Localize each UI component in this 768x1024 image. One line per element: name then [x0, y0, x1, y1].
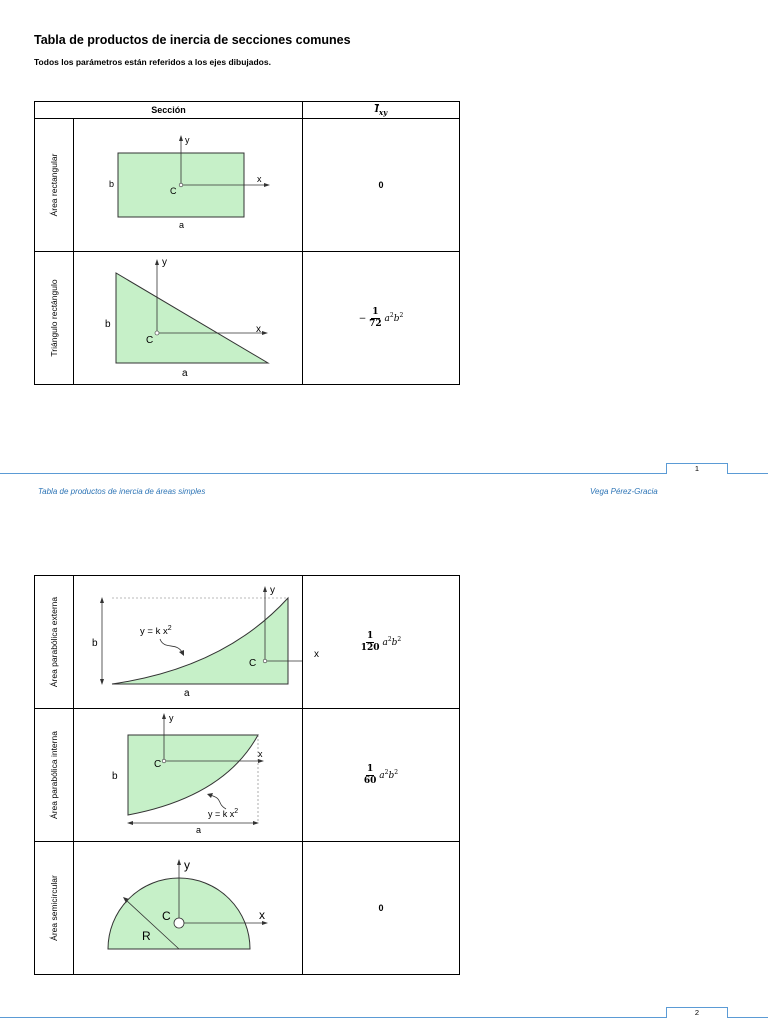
section-column-header: Sección: [35, 102, 303, 119]
svg-text:x: x: [259, 908, 265, 922]
svg-text:b: b: [105, 319, 111, 330]
ixy-value: $\frac{1}{60}$ $a^2b^2$: [303, 709, 460, 842]
svg-text:R: R: [142, 929, 151, 943]
svg-text:a: a: [179, 220, 185, 230]
ixy-value: $\frac{1}{120}$ $a^2b^2$: [303, 576, 460, 709]
x-axis-label: x: [314, 649, 319, 660]
svg-text:y: y: [169, 713, 174, 723]
svg-text:C: C: [170, 186, 177, 196]
svg-text:y = k x2: y = k $x^2$: [140, 625, 172, 637]
svg-text:a: a: [184, 688, 190, 699]
svg-text:C: C: [162, 909, 171, 923]
svg-text:y = k x2: y = k $x^2$: [208, 808, 239, 819]
ixy-value: 0: [303, 119, 460, 252]
table-row: [35, 576, 460, 709]
external-parabolic-figure: [74, 576, 319, 709]
page-number: 2: [666, 1007, 728, 1018]
svg-text:y: y: [185, 135, 190, 145]
page-title: Tabla de productos de inercia de secciones comunes: [34, 33, 351, 47]
triangle-figure: [74, 252, 303, 385]
inertia-table-page1: [34, 101, 460, 385]
row-label: Área semicircular: [35, 842, 74, 975]
row-label: Triángulo rectángulo: [35, 252, 74, 385]
page-number: 1: [666, 463, 728, 474]
rectangle-figure: [74, 119, 303, 252]
svg-text:b: b: [112, 771, 118, 782]
page-divider: [0, 1017, 768, 1018]
ixy-value: − $\frac{1}{72}$ $a^2b^2$: [303, 252, 460, 385]
svg-text:y: y: [270, 585, 275, 596]
svg-text:y: y: [184, 858, 190, 872]
svg-text:x: x: [257, 174, 262, 184]
svg-text:b: b: [109, 179, 115, 189]
running-header-author: Vega Pérez-Gracia: [590, 487, 658, 496]
svg-text:b: b: [92, 638, 98, 649]
row-label: Área rectangular: [35, 119, 74, 252]
semicircle-figure: [74, 842, 303, 975]
page-divider: [0, 473, 768, 474]
table-row: [35, 252, 460, 385]
svg-text:a: a: [196, 825, 202, 835]
row-label: Área parabólica interna: [35, 709, 74, 842]
svg-text:a: a: [182, 368, 188, 379]
svg-text:x: x: [256, 324, 261, 335]
table-row: [35, 709, 460, 842]
table-row: [35, 119, 460, 252]
ixy-column-header: $\overline{I}_{xy}$: [303, 102, 460, 119]
svg-text:C: C: [146, 335, 154, 346]
svg-text:y: y: [162, 257, 167, 268]
ixy-value: 0: [303, 842, 460, 975]
row-label: Área parabólica externa: [35, 576, 74, 709]
table-row: [35, 842, 460, 975]
svg-text:C: C: [249, 658, 257, 669]
svg-text:x: x: [258, 749, 263, 759]
svg-text:C: C: [154, 759, 162, 770]
internal-parabolic-figure: [74, 709, 303, 842]
page-subtitle: Todos los parámetros están referidos a los ejes dibujados.: [34, 57, 271, 67]
inertia-table-page2: [34, 575, 460, 975]
running-header-title: Tabla de productos de inercia de áreas simples: [38, 487, 206, 496]
